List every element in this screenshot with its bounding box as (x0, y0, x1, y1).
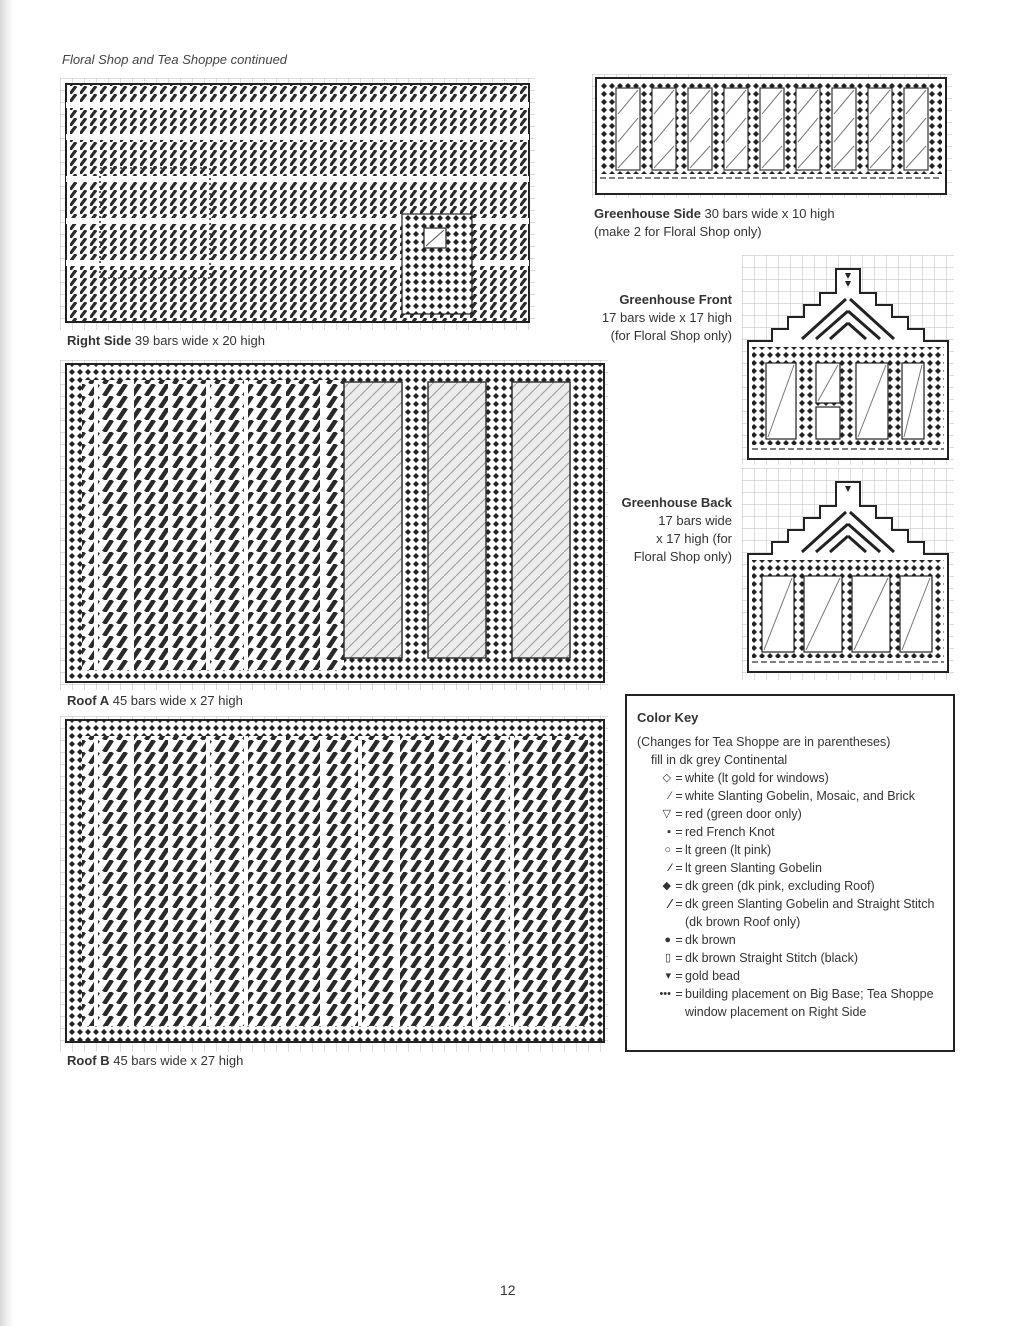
key-item: ● = dk brown (637, 931, 945, 949)
bold-slash-icon: ⁄ (669, 862, 671, 874)
roof-b-caption: Roof B 45 bars wide x 27 high (67, 1053, 244, 1068)
white-diamond-icon: ◇ (662, 772, 671, 784)
black-diamond-icon: ◆ (662, 880, 671, 892)
straight-stitch-icon: ▯ (664, 952, 671, 964)
roof-a-caption: Roof A 45 bars wide x 27 high (67, 693, 243, 708)
circle-icon: ○ (664, 844, 671, 856)
small-square-icon: ▪ (667, 826, 671, 838)
greenhouse-front-chart (742, 255, 954, 465)
key-item: ◇ = white (lt gold for windows) (637, 769, 945, 787)
greenhouse-back-chart (742, 468, 954, 680)
key-item: ○ = lt green (lt pink) (637, 841, 945, 859)
key-item: ▪ = red French Knot (637, 823, 945, 841)
thin-slash-icon: ⁄ (669, 790, 671, 802)
black-dot-icon: ● (664, 934, 671, 946)
right-side-chart (60, 78, 535, 330)
key-item: ◆ = dk green (dk pink, excluding Roof) (637, 877, 945, 895)
page-spine-shadow (0, 0, 14, 1326)
color-key-fill: fill in dk grey Continental (651, 753, 788, 767)
key-item: ▽ = red (green door only) (637, 805, 945, 823)
greenhouse-back-caption: Greenhouse Back 17 bars wide x 17 high (for Floral Shop only) (621, 495, 732, 564)
greenhouse-side-caption: Greenhouse Side 30 bars wide x 10 high (make 2 for Floral Shop only) (594, 206, 835, 239)
page-number: 12 (500, 1282, 516, 1298)
heavy-slash-icon: ⁄ (668, 896, 671, 911)
key-item: ⁄ = lt green Slanting Gobelin (637, 859, 945, 877)
key-item: ▯ = dk brown Straight Stitch (black) (637, 949, 945, 967)
key-item: ⁄ = white Slanting Gobelin, Mosaic, and Brick (637, 787, 945, 805)
greenhouse-side-chart (592, 74, 952, 198)
roof-b-chart (60, 716, 608, 1052)
greenhouse-front-caption: Greenhouse Front 17 bars wide x 17 high (for Floral Shop only) (601, 292, 732, 343)
color-key-title: Color Key (637, 710, 699, 725)
color-key-subtitle: (Changes for Tea Shoppe are in parentheses) (637, 735, 891, 749)
roof-a-chart (60, 360, 608, 690)
key-item: ••• = building placement on Big Base; Tea Shoppe window placement on Right Side (637, 985, 945, 1021)
dotted-line-icon: ••• (659, 988, 671, 1000)
right-side-caption: Right Side 39 bars wide x 20 high (67, 333, 265, 348)
page-header: Floral Shop and Tea Shoppe continued (62, 52, 288, 67)
bead-icon: ▾ (665, 970, 671, 982)
triangle-icon: ▽ (662, 808, 671, 820)
color-key-box (625, 694, 955, 1052)
key-item: ⁄ = dk green Slanting Gobelin and Straight Stitch (dk brown Roof only) (637, 895, 945, 931)
key-item: ▾ = gold bead (637, 967, 945, 985)
